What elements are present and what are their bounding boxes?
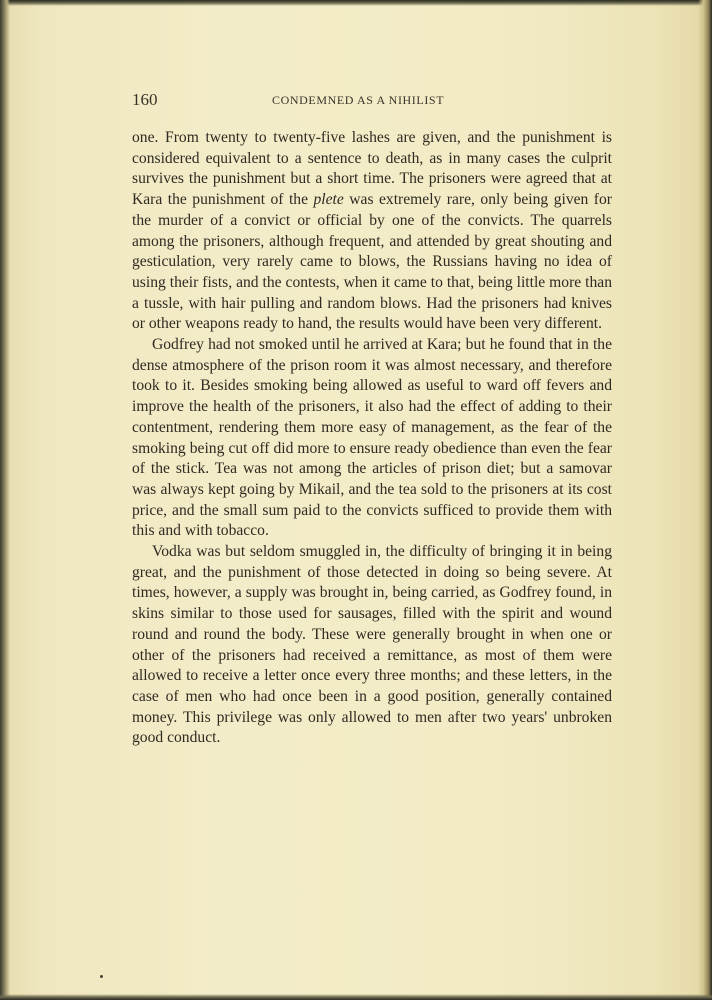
page-left-edge [0, 0, 10, 1000]
page-bottom-edge [0, 994, 712, 1000]
running-head: CONDEMNED AS A NIHILIST [272, 93, 445, 107]
page-top-edge [0, 0, 712, 6]
italic-term: plete [313, 191, 344, 209]
paragraph-1-text-before: one. From twenty to twenty-five lashes are given, and the punishment is considered equivalent to a sentence to death, as in many cases the culprit survives the punishment but a short time. The prisoners were agreed that at Kara the punishment of the [132, 129, 612, 209]
paragraph-3: Vodka was but seldom smuggled in, the difficulty of bringing it in being great, and the punishment of those detected in doing so being severe. At times, however, a supply was brought in, being carried, as Godfrey found, in skins similar to those used for sausages, filled with the spirit and wound round and round the body. These were generally brought in when one or other of the prisoners had received a remittance, as most of them were allowed to receive a letter once every three months; and these letters, in the case of men who had once been in a good position, generally contained money. This privilege was only allowed to men after two years' unbroken good conduct. [132, 543, 612, 747]
paragraph-1-text-after: was extremely rare, only being given for the murder of a convict or official by one of the convicts. The quarrels among the prisoners, although frequent, and attended by great shouting and gesticulation, very rarely came to blows, the Russians having no idea of using their fists, and the contests, when it came to that, being little more than a tussle, with hair pulling and random blows. Had the prisoners had knives or other weapons ready to hand, the results would have been very different. [132, 191, 612, 333]
page-right-edge [698, 0, 712, 1000]
page-number: 160 [132, 90, 158, 109]
page-speck [100, 975, 103, 978]
paragraph-2: Godfrey had not smoked until he arrived at Kara; but he found that in the dense atmosphere of the prison room it was almost necessary, and therefore took to it. Besides smoking being allowed as useful to ward off fevers and improve the health of the prisoners, it also had the effect of adding to their contentment, rendering them more easy of management, as the fear of the smoking being cut off did more to ensure ready obedience than even the fear of the stick. Tea was not among the articles of prison diet; but a samovar was always kept going by Mikail, and the tea sold to the prisoners at its cost price, and the small sum paid to the convicts sufficed to provide them with this and with tobacco. [132, 336, 612, 540]
body-text [132, 128, 612, 749]
paragraph-1 [132, 128, 612, 335]
page-header [132, 90, 612, 114]
